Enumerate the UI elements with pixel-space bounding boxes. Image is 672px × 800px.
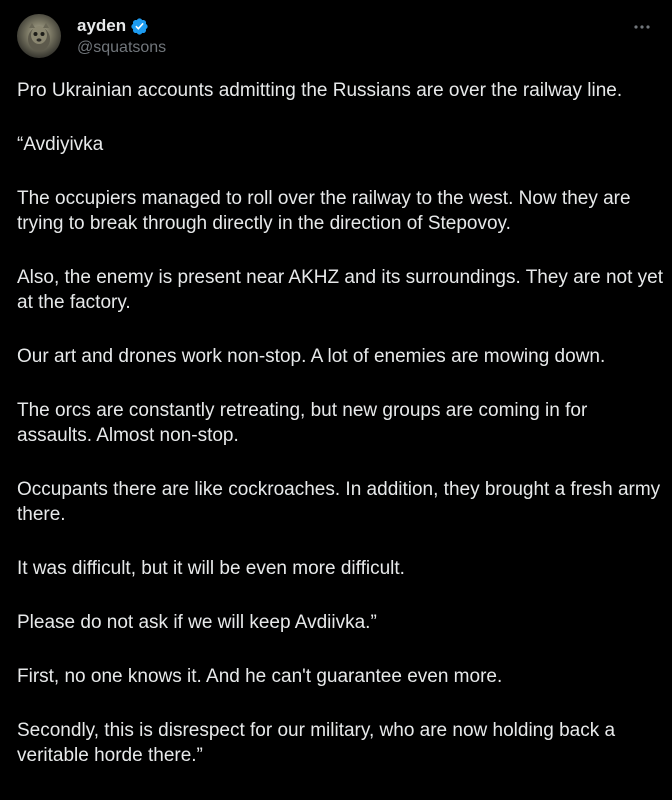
tweet-paragraph: First, no one knows it. And he can't guarantee even more. <box>17 666 503 687</box>
tweet-paragraph: Occupants there are like cockroaches. In addition, they brought a fresh army there. <box>17 479 666 525</box>
tweet-header <box>17 12 657 62</box>
tweet-paragraph: Secondly, this is disrespect for our military, who are now holding back a veritable horde there.” <box>17 720 621 766</box>
tweet-paragraph: The occupiers managed to roll over the railway to the west. Now they are trying to break through directly in the direction of Stepovoy. <box>17 188 636 234</box>
more-options-button[interactable] <box>627 18 657 36</box>
tweet-text <box>17 78 667 797</box>
tweet-paragraph: It was difficult, but it will be even more difficult. <box>17 558 405 579</box>
tweet-paragraph: The orcs are constantly retreating, but new groups are coming in for assaults. Almost non-stop. <box>17 400 593 446</box>
verified-badge-icon <box>130 17 149 36</box>
display-name-row <box>77 15 166 37</box>
tweet-paragraph: Also, the enemy is present near AKHZ and its surroundings. They are not yet at the factory. <box>17 267 669 313</box>
handle[interactable]: @squatsons <box>77 39 167 56</box>
tweet-paragraph: “Avdiyivka <box>17 134 104 155</box>
tweet-paragraph: Pro Ukrainian accounts admitting the Russians are over the railway line. <box>17 80 623 101</box>
display-name[interactable]: ayden <box>77 16 127 35</box>
author-names <box>77 15 166 57</box>
tweet-paragraph: Please do not ask if we will keep Avdiivka.” <box>17 612 377 633</box>
avatar[interactable] <box>17 14 61 58</box>
tweet-paragraph: Our art and drones work non-stop. A lot of enemies are mowing down. <box>17 346 606 367</box>
more-options-icon <box>627 18 657 36</box>
avatar-image-icon <box>17 14 61 58</box>
